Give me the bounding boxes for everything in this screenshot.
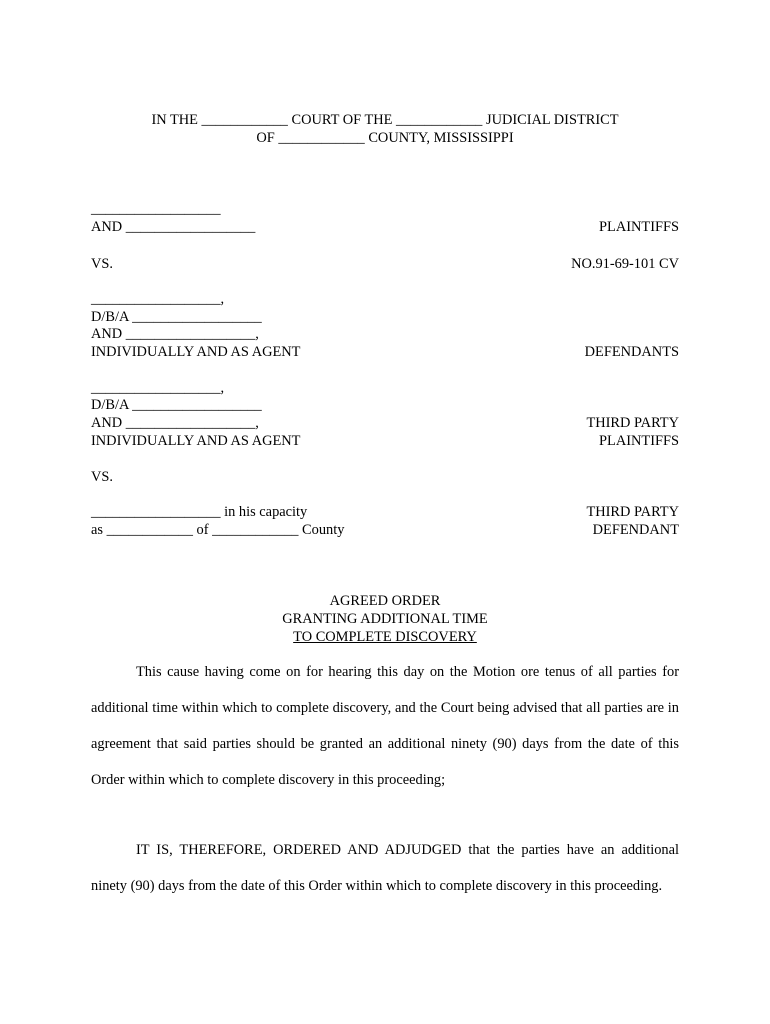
- defendants-label: DEFENDANTS: [584, 344, 679, 360]
- third-party-plaintiff-capacity: INDIVIDUALLY AND AS AGENT: [91, 433, 301, 449]
- third-party-defendant-name-blank: __________________ in his capacity: [91, 504, 308, 520]
- versus-2: VS.: [91, 469, 113, 485]
- defendant-dba-blank: D/B/A __________________: [91, 309, 262, 325]
- order-paragraph-1: [91, 654, 679, 798]
- order-title-line-2: GRANTING ADDITIONAL TIME: [282, 611, 488, 627]
- order-paragraph-2-text: IT IS, THEREFORE, ORDERED AND ADJUDGED that the parties have an additional ninety (90) days from the date of this Order within which to complete discovery in this proceeding.: [91, 842, 679, 894]
- third-party-defendant-office-blank: as ____________ of ____________ County: [91, 522, 345, 538]
- third-party-plaintiff-and-blank: AND __________________,: [91, 415, 259, 431]
- versus-1: VS.: [91, 256, 113, 272]
- third-party-plaintiffs-label-1: THIRD PARTY: [586, 415, 679, 431]
- third-party-plaintiff-name-blank: __________________,: [91, 380, 225, 396]
- order-paragraph-2: [91, 832, 679, 904]
- defendant-name-blank: __________________,: [91, 291, 225, 307]
- defendant-capacity: INDIVIDUALLY AND AS AGENT: [91, 344, 301, 360]
- plaintiff-and-blank: AND __________________: [91, 219, 256, 235]
- third-party-defendant-label-2: DEFENDANT: [592, 522, 679, 538]
- case-number: NO.91-69-101 CV: [571, 256, 679, 272]
- third-party-defendant-label-1: THIRD PARTY: [586, 504, 679, 520]
- court-caption-line-1: IN THE ____________ COURT OF THE ____________ JUDICIAL DISTRICT: [151, 112, 619, 128]
- third-party-plaintiffs-label-2: PLAINTIFFS: [599, 433, 679, 449]
- plaintiff-name-blank: __________________: [91, 201, 221, 217]
- court-caption-line-2: OF ____________ COUNTY, MISSISSIPPI: [256, 130, 514, 146]
- order-paragraph-1-text: This cause having come on for hearing this day on the Motion ore tenus of all parties for additional time within which to complete discovery, and the Court being advised that all parties are in agreement that said parties should be granted an additional ninety (90) days from the date of this Order within which to complete discovery in this proceeding;: [91, 664, 679, 788]
- third-party-plaintiff-dba-blank: D/B/A __________________: [91, 397, 262, 413]
- order-title-line-3-wrap: [0, 628, 770, 646]
- plaintiffs-label: PLAINTIFFS: [599, 219, 679, 235]
- order-title-line-3: TO COMPLETE DISCOVERY: [293, 629, 477, 645]
- defendant-and-blank: AND __________________,: [91, 326, 259, 342]
- order-title-line-1: AGREED ORDER: [329, 593, 441, 609]
